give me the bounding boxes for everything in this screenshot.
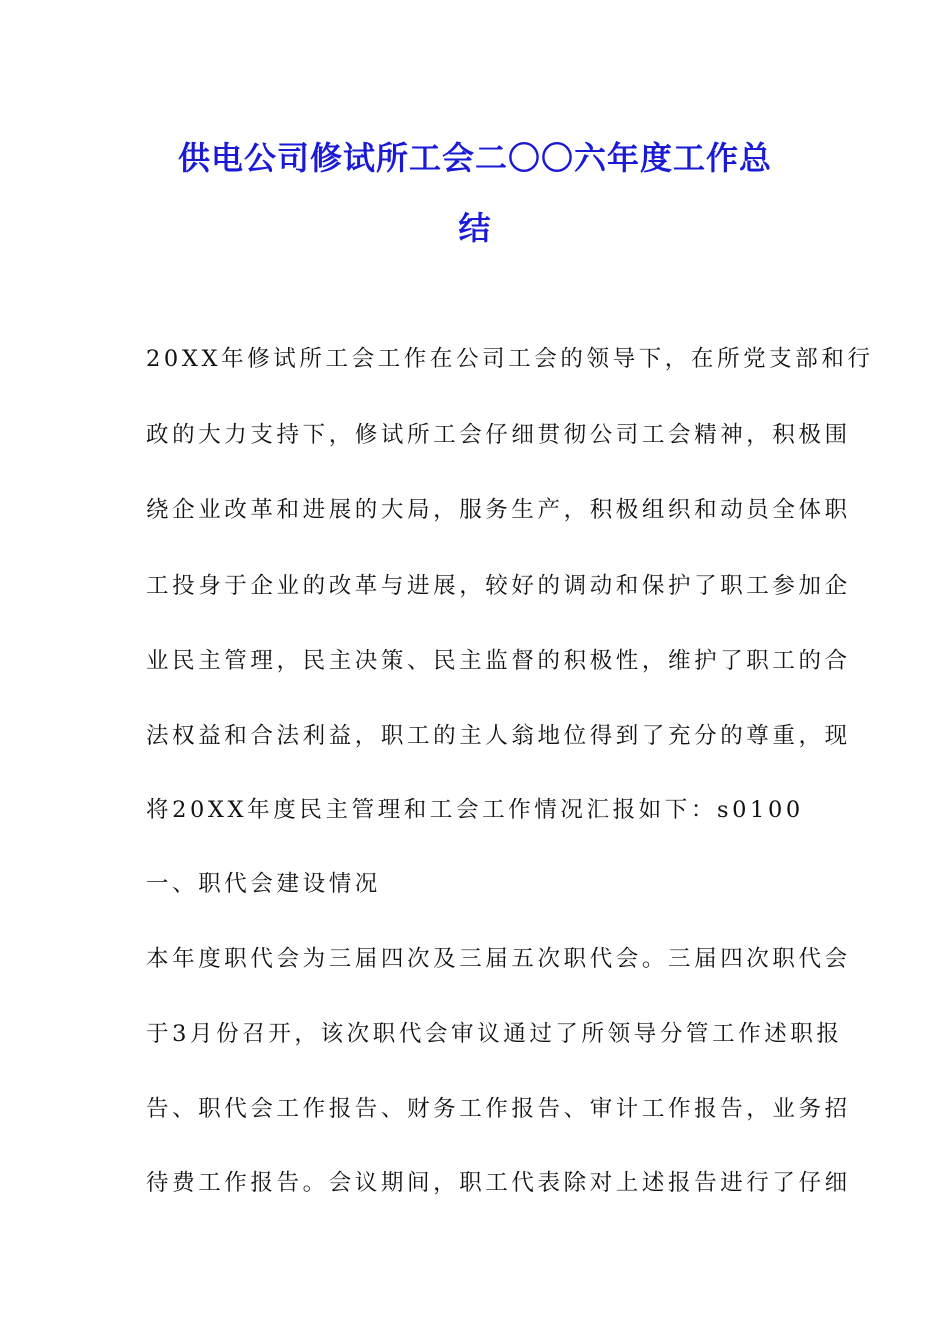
body-line-11: 告、职代会工作报告、财务工作报告、审计工作报告，业务招	[146, 1096, 851, 1122]
body-line-2: 政的大力支持下，修试所工会仔细贯彻公司工会精神，积极围	[146, 422, 851, 448]
body-line-12: 待费工作报告。会议期间，职工代表除对上述报告进行了仔细	[146, 1170, 851, 1196]
body-line-9: 本年度职代会为三届四次及三届五次职代会。三届四次职代会	[146, 946, 851, 972]
body-line-1: 20XX年修试所工会工作在公司工会的领导下，在所党支部和行	[146, 346, 874, 372]
body-line-4: 工投身于企业的改革与进展，较好的调动和保护了职工参加企	[146, 573, 851, 599]
body-line-10: 于3月份召开，该次职代会审议通过了所领导分管工作述职报	[146, 1021, 843, 1047]
body-line-3: 绕企业改革和进展的大局，服务生产，积极组织和动员全体职	[146, 497, 851, 523]
body-line-5: 业民主管理，民主决策、民主监督的积极性，维护了职工的合	[146, 648, 851, 674]
document-title-line-2: 结	[458, 209, 492, 247]
section-heading-1: 一、职代会建设情况	[146, 871, 381, 897]
body-line-7: 将20XX年度民主管理和工会工作情况汇报如下：s0100	[146, 797, 804, 823]
body-line-6: 法权益和合法利益，职工的主人翁地位得到了充分的尊重，现	[146, 723, 851, 749]
document-title-line-1: 供电公司修试所工会二〇〇六年度工作总	[177, 139, 772, 177]
